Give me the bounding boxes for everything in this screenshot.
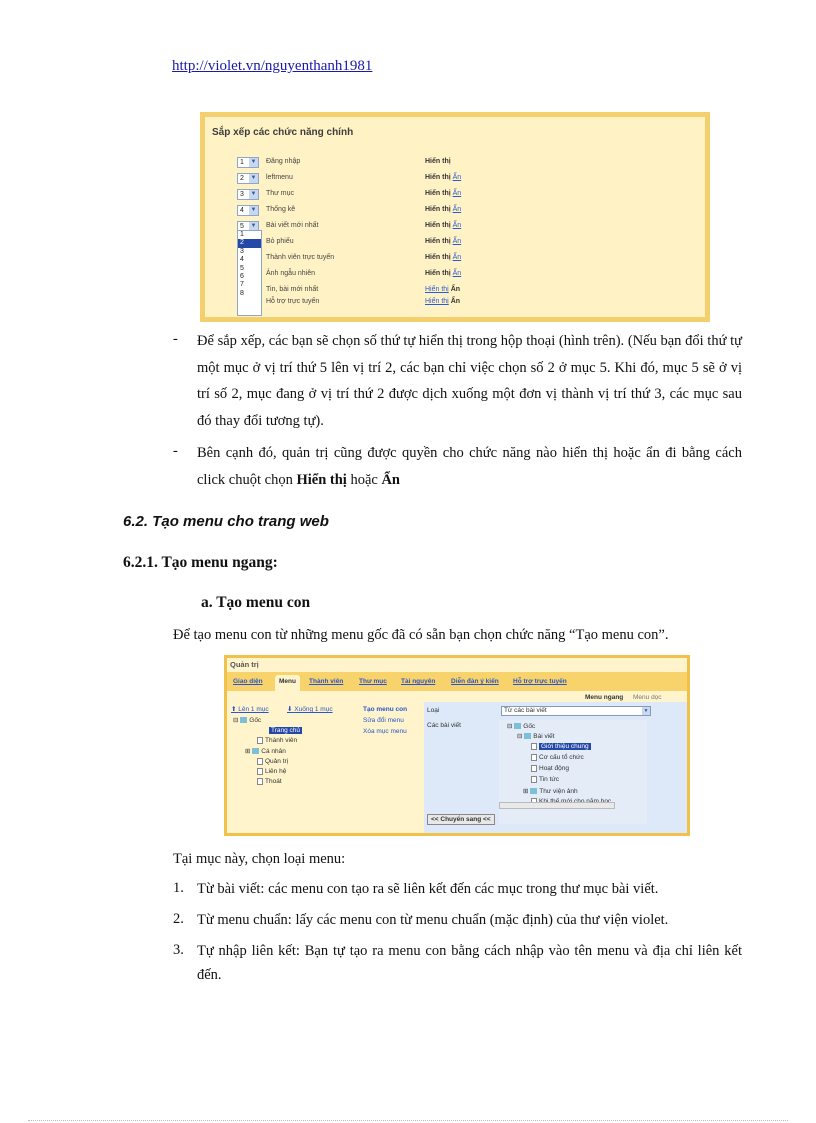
delete-menu-link[interactable]: Xóa mục menu	[363, 728, 407, 735]
hide-link[interactable]: Ẩn	[452, 206, 462, 213]
menu-tree-panel	[229, 702, 361, 832]
tab-giao-dien[interactable]: Giao diện	[233, 678, 263, 685]
list-item: Tự nhập liên kết: Bạn tự tạo ra menu con bằng cách nhập vào tên menu và địa chỉ liên kết đến.	[197, 943, 742, 983]
list-number: 1.	[173, 880, 184, 896]
tree-node[interactable]: Quản trị	[257, 758, 288, 765]
page-icon	[257, 737, 263, 744]
function-row: Thành viên trực tuyến Hiển thị Ẩn	[266, 254, 462, 261]
folder-icon	[514, 723, 521, 729]
move-down-link[interactable]: ⬇ Xuống 1 mục	[287, 706, 333, 713]
page-icon	[257, 768, 263, 775]
after-text: Tại mục này, chọn loại menu:	[173, 851, 346, 867]
dropdown-option[interactable]: 8	[240, 289, 244, 297]
tab-thanh-vien[interactable]: Thành viên	[309, 678, 344, 685]
dropdown-option[interactable]: 1	[240, 231, 244, 238]
menu-ngang-tab[interactable]: Menu ngang	[585, 694, 624, 701]
tree-node[interactable]: Tin tức	[531, 776, 559, 783]
function-row: Bỏ phiếu Hiển thị Ẩn	[266, 238, 462, 245]
expand-icon: ⊞	[523, 788, 529, 795]
tree-node[interactable]: ⊟ Gốc	[233, 717, 262, 724]
list-item: Từ menu chuẩn: lấy các menu con từ menu chuẩn (mặc định) của thư viện violet.	[197, 912, 669, 928]
order-select[interactable]: 4 ▼	[237, 205, 259, 216]
order-select[interactable]: 1 ▼	[237, 157, 259, 168]
function-row: 1 ▼ Đăng nhập Hiển thị	[205, 155, 705, 170]
collapse-icon: ⊟	[517, 733, 523, 740]
menu-doc-tab[interactable]: Menu dọc	[633, 694, 662, 701]
tree-node[interactable]: ⊞ Thư viện ảnh	[523, 788, 578, 795]
horizontal-scrollbar[interactable]	[499, 802, 615, 809]
arrow-up-icon: ⬆	[231, 706, 237, 713]
intro-text: Để tạo menu con từ những menu gốc đã có sẵn bạn chọn chức năng “Tạo menu con”.	[173, 627, 669, 643]
order-select-open[interactable]: 5 ▼	[237, 221, 259, 232]
tree-node[interactable]: Liên hệ	[257, 768, 286, 775]
hide-link[interactable]: Ẩn	[452, 174, 462, 181]
sort-functions-screenshot	[200, 112, 710, 322]
folder-icon	[530, 788, 537, 794]
tree-node[interactable]: Thành viên	[257, 737, 297, 744]
tree-node-selected[interactable]: Trang chủ	[271, 727, 301, 734]
folder-icon	[240, 717, 247, 723]
source-label: Các bài viết	[427, 722, 461, 729]
move-over-button[interactable]: << Chuyển sang <<	[427, 814, 495, 825]
tab-menu[interactable]: Menu	[275, 675, 300, 691]
tab-dien-dan[interactable]: Diễn đàn ý kiến	[451, 678, 499, 685]
chevron-down-icon: ▼	[250, 159, 257, 165]
page-icon	[257, 758, 263, 765]
dropdown-option[interactable]: 3	[240, 247, 244, 255]
folder-icon	[252, 748, 259, 754]
move-up-link[interactable]: ⬆ Lên 1 mục	[231, 706, 269, 713]
hide-link[interactable]: Ẩn	[452, 270, 462, 277]
header-url-link[interactable]: http://violet.vn/nguyenthanh1981	[172, 58, 373, 74]
paragraph-visibility: Bên cạnh đó, quản trị cũng được quyền cho chức năng nào hiển thị hoặc ẩn đi bằng cách click chuột chọn Hiển thị hoặc Ẩn	[197, 445, 742, 488]
paragraph-sorting: Để sắp xếp, các bạn sẽ chọn số thứ tự hiển thị trong hộp thoại (hình trên). (Nếu bạn đổi thứ tự một mục ở vị trí thứ 5 lên vị trí 2, các bạn chỉ việc chọn số 2 ở mục 5. Khi đó, mục 5 sẽ ở vị trí số 2, mục đang ở vị trí thứ 2 được dịch xuống một đơn vị thành vị trí thứ 3, các mục sau đó thay đổi tương tự).	[197, 333, 742, 429]
page-icon	[531, 743, 537, 750]
list-number: 3.	[173, 942, 184, 958]
admin-menu-screenshot	[224, 655, 690, 836]
list-number: 2.	[173, 911, 184, 927]
dropdown-option[interactable]: 6	[240, 272, 244, 280]
bullet: -	[173, 443, 178, 459]
hide-link[interactable]: Ẩn	[452, 190, 462, 197]
admin-tabs	[227, 672, 687, 691]
chevron-down-icon: ▼	[250, 175, 257, 181]
tree-node[interactable]: Cơ cấu tổ chức	[531, 754, 584, 761]
create-submenu-link[interactable]: Tạo menu con	[363, 706, 408, 713]
folder-icon	[524, 733, 531, 739]
chevron-down-icon: ▼	[250, 191, 257, 197]
tree-node[interactable]: ⊞ Cá nhân	[245, 748, 286, 755]
tab-tai-nguyen[interactable]: Tài nguyên	[401, 678, 436, 685]
function-row: 2 ▼ leftmenu Hiển thị Ẩn	[205, 171, 705, 186]
edit-menu-link[interactable]: Sửa đổi menu	[363, 717, 404, 724]
tree-node[interactable]: Thoát	[257, 778, 282, 785]
sort-functions-title: Sắp xếp các chức năng chính	[212, 127, 354, 138]
collapse-icon: ⊟	[233, 717, 239, 724]
arrow-down-icon: ⬇	[287, 706, 293, 713]
function-row: 3 ▼ Thư mục Hiển thị Ẩn	[205, 187, 705, 202]
tree-node[interactable]: ⊟ Gốc	[507, 723, 536, 730]
page-icon	[531, 754, 537, 761]
page-footer-divider	[28, 1120, 788, 1121]
bullet: -	[173, 331, 178, 347]
chevron-down-icon: ▼	[643, 708, 649, 714]
tree-node[interactable]: Hoạt động	[531, 765, 569, 772]
function-row: Hỗ trợ trực tuyến Hiển thị Ẩn	[266, 298, 461, 305]
page-icon	[257, 778, 263, 785]
function-row: Tin, bài mới nhất Hiển thị Ẩn	[266, 286, 461, 293]
subsubsection-heading: a. Tạo menu con	[201, 594, 311, 611]
list-item: Từ bài viết: các menu con tạo ra sẽ liên kết đến các mục trong thư mục bài viết.	[197, 881, 659, 897]
hide-link[interactable]: Ẩn	[452, 254, 462, 261]
type-label: Loại	[427, 707, 440, 714]
tab-ho-tro[interactable]: Hỗ trợ trực tuyến	[513, 678, 567, 685]
hide-link[interactable]: Ẩn	[452, 238, 462, 245]
expand-icon: ⊞	[245, 748, 251, 755]
tree-node[interactable]: ⊟ Bài viết	[517, 733, 555, 740]
order-dropdown-list	[237, 230, 262, 316]
collapse-icon: ⊟	[507, 723, 513, 730]
function-row: 4 ▼ Thống kê Hiển thị Ẩn	[205, 203, 705, 218]
dropdown-option[interactable]: 7	[240, 281, 244, 289]
admin-title: Quản trị	[230, 660, 259, 669]
submenu-source-panel	[424, 702, 687, 833]
dropdown-option[interactable]: 5	[240, 264, 244, 272]
dropdown-option[interactable]: 4	[240, 256, 244, 264]
show-link[interactable]: Hiển thị	[425, 298, 449, 305]
function-row: Ảnh ngẫu nhiên Hiển thị Ẩn	[266, 270, 462, 277]
chevron-down-icon: ▼	[250, 223, 257, 229]
hide-link[interactable]: Ẩn	[452, 222, 462, 229]
section-heading: 6.2. Tạo menu cho trang web	[123, 513, 329, 530]
tree-node-selected[interactable]: Giới thiệu chung	[531, 743, 591, 750]
order-select[interactable]: 3 ▼	[237, 189, 259, 200]
menu-type-select[interactable]: Từ các bài viết ▼	[501, 706, 651, 716]
chevron-down-icon: ▼	[250, 207, 257, 213]
page-icon	[531, 765, 537, 772]
page-icon	[531, 776, 537, 783]
order-select[interactable]: 2 ▼	[237, 173, 259, 184]
show-link[interactable]: Hiển thị	[425, 286, 449, 293]
dropdown-option-selected[interactable]: 2	[238, 239, 261, 247]
function-row: 5 ▼ Bài viết mới nhất Hiển thị Ẩn	[205, 219, 705, 234]
subsection-heading: 6.2.1. Tạo menu ngang:	[123, 554, 278, 571]
tab-thu-muc[interactable]: Thư mục	[359, 678, 387, 685]
